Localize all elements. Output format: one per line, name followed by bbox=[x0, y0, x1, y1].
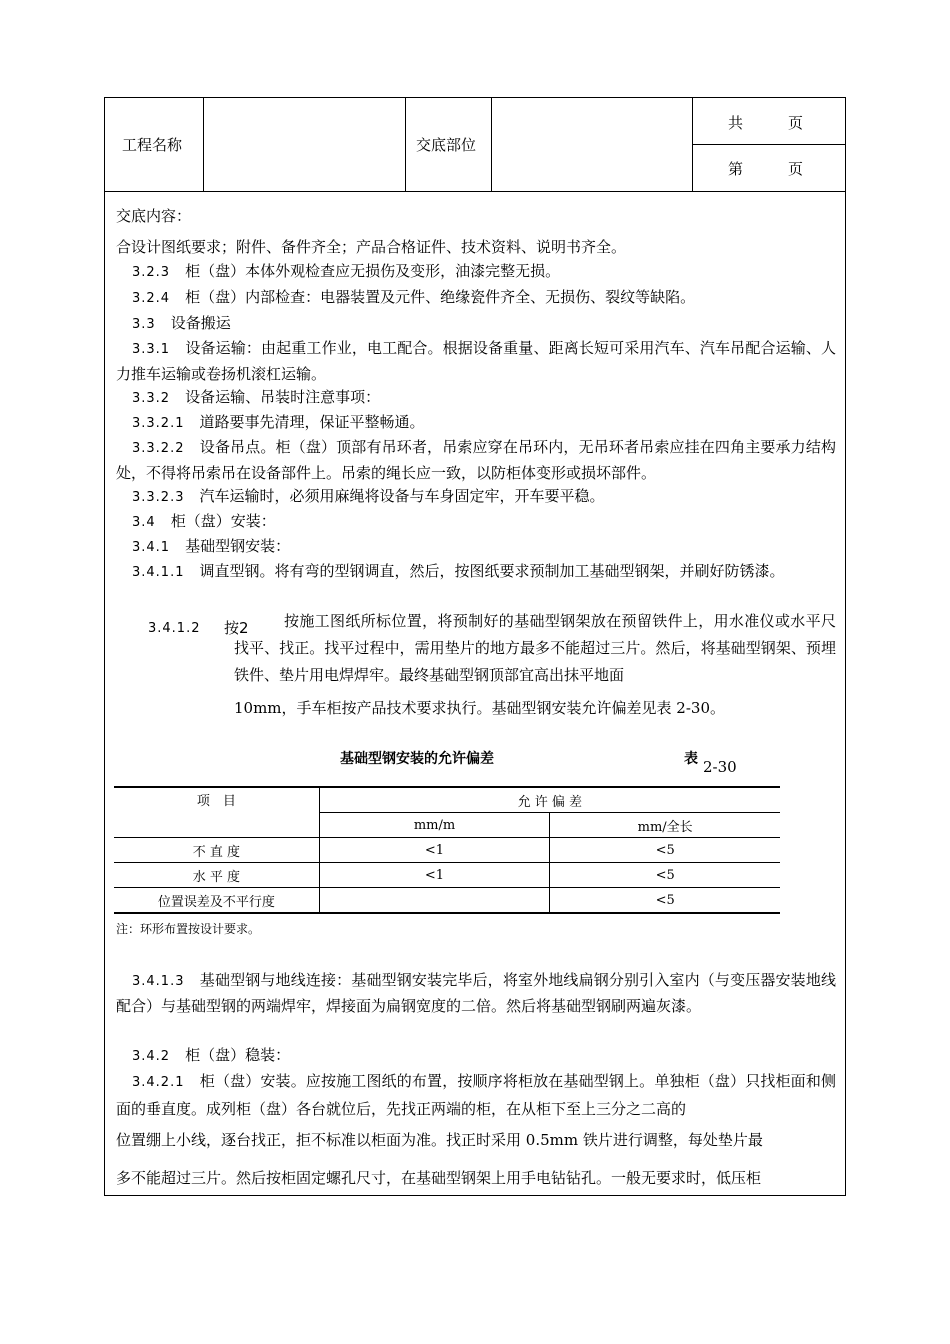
row-item: 不 直 度 bbox=[114, 838, 319, 863]
paragraph-text: 10mm，手车柜按产品技术要求执行。基础型钢安装允许偏差见表 2-30。 bbox=[234, 699, 726, 717]
paragraph bbox=[116, 534, 836, 560]
paragraph bbox=[116, 509, 836, 535]
table-note: 注：环形布置按设计要求。 bbox=[116, 922, 261, 936]
paragraph-text: 设备运输、吊装时注意事项： bbox=[185, 388, 381, 406]
paragraph-text: 调直型钢。将有弯的型钢调直，然后，按图纸要求预制加工基础型钢架，并刷好防锈漆。 bbox=[199, 562, 785, 580]
paragraph-text: 柜（盘）稳装： bbox=[185, 1046, 291, 1064]
clause-number: 3.2.3 bbox=[132, 265, 171, 280]
paragraph bbox=[116, 259, 836, 285]
row-item: 水 平 度 bbox=[114, 863, 319, 888]
row-per-m: <1 bbox=[319, 863, 550, 888]
row-total: <5 bbox=[550, 888, 780, 914]
clause-number: 3.3.2.1 bbox=[132, 416, 185, 431]
clause-number: 3.4.2 bbox=[132, 1049, 171, 1064]
table-number: 2-30 bbox=[703, 758, 737, 776]
paragraph bbox=[116, 1043, 836, 1069]
paragraph-text: 多不能超过三片。然后按柜固定螺孔尺寸，在基础型钢架上用手电钻钻孔。一般无要求时，低压柜 bbox=[116, 1169, 762, 1187]
clause-number: 3.4.1 bbox=[132, 540, 171, 555]
table-row bbox=[114, 888, 780, 914]
page-number-label: 第 页 bbox=[728, 160, 804, 178]
disclosure-part-label: 交底部位 bbox=[416, 136, 477, 154]
table-title: 基础型钢安装的允许偏差 bbox=[340, 751, 494, 767]
paragraph-text: 设备搬运 bbox=[170, 314, 231, 332]
paragraph bbox=[116, 410, 836, 436]
header-divider bbox=[692, 144, 845, 145]
row-total: <5 bbox=[550, 838, 780, 863]
clause-number: 3.3.2.3 bbox=[132, 490, 185, 505]
clause-number: 3.4.1.2 bbox=[148, 621, 201, 636]
paragraph-text: 柜（盘）安装： bbox=[170, 512, 276, 530]
header-divider bbox=[491, 98, 492, 192]
header-deviation: 允 许 偏 差 bbox=[319, 787, 780, 813]
table-label: 表 bbox=[684, 751, 698, 767]
project-name-label: 工程名称 bbox=[122, 136, 183, 154]
paragraph bbox=[116, 311, 836, 337]
paragraph-text: 柜（盘）本体外观检查应无损伤及变形，油漆完整无损。 bbox=[185, 262, 561, 280]
paragraph-text: 汽车运输时，必须用麻绳将设备与车身固定牢，开车要平稳。 bbox=[199, 487, 605, 505]
header-mm-total: mm/全长 bbox=[550, 813, 780, 838]
content-intro: 交底内容： bbox=[116, 207, 192, 225]
header-mm-m: mm/m bbox=[319, 813, 550, 838]
paragraph bbox=[116, 968, 836, 1018]
total-pages-label: 共 页 bbox=[728, 114, 804, 132]
paragraph bbox=[116, 484, 836, 510]
paragraph bbox=[116, 435, 836, 485]
paragraph-text: 设备运输：由起重工作业，电工配合。根据设备重量、距离长短可采用汽车、汽车吊配合运输、人力推车运输或卷扬机滚杠运输。 bbox=[116, 339, 836, 383]
header-divider bbox=[692, 98, 693, 192]
paragraph bbox=[116, 559, 836, 585]
clause-number: 3.3.2.2 bbox=[132, 441, 185, 456]
row-total: <5 bbox=[550, 863, 780, 888]
paragraph-text: 按施工图纸所标位置，将预制好的基础型钢架放在预留铁件上，用水准仪或水平尺找平、找正。找平过程中，需用垫片的地方最多不能超过三片。然后，将基础型钢架、预埋铁件、垫片用电焊焊牢。最终基础型钢顶部宜高出抹平地面 bbox=[234, 612, 836, 684]
row-per-m bbox=[319, 888, 550, 914]
table-row bbox=[114, 838, 780, 863]
row-per-m: <1 bbox=[319, 838, 550, 863]
table-header-row bbox=[114, 787, 780, 813]
clause-number: 3.3.2 bbox=[132, 391, 171, 406]
row-item: 位置误差及不平行度 bbox=[114, 888, 319, 914]
paragraph-text: 基础型钢安装： bbox=[185, 537, 291, 555]
paragraph-text: 柜（盘）安装。应按施工图纸的布置，按顺序将柜放在基础型钢上。单独柜（盘）只找柜面和侧面的垂直度。成列柜（盘）各台就位后，先找正两端的柜，在从柜下至上三分之二高的 bbox=[116, 1072, 836, 1118]
header-divider bbox=[405, 98, 406, 192]
paragraph bbox=[116, 285, 836, 311]
clause-number: 3.2.4 bbox=[132, 291, 171, 306]
clause-number: 3.3 bbox=[132, 317, 156, 332]
header-bottom-rule bbox=[105, 191, 845, 192]
paragraph bbox=[116, 336, 836, 386]
paragraph bbox=[116, 385, 836, 411]
paragraph-text: 基础型钢与地线连接：基础型钢安装完毕后，将室外地线扁钢分别引入室内（与变压器安装地线配合）与基础型钢的两端焊牢，焊接面为扁钢宽度的二倍。然后将基础型钢刷两遍灰漆。 bbox=[116, 971, 836, 1015]
paragraph-text: 道路要事先清理，保证平整畅通。 bbox=[199, 413, 425, 431]
clause-prefix: 按2 bbox=[224, 619, 249, 637]
clause-number: 3.4.2.1 bbox=[132, 1075, 185, 1090]
header-divider bbox=[203, 98, 204, 192]
paragraph-text: 柜（盘）内部检查：电器装置及元件、绝缘瓷件齐全、无损伤、裂纹等缺陷。 bbox=[185, 288, 696, 306]
paragraph bbox=[116, 1068, 836, 1123]
table-row bbox=[114, 863, 780, 888]
clause-number: 3.4.1.3 bbox=[132, 974, 185, 989]
paragraph: 合设计图纸要求；附件、备件齐全；产品合格证件、技术资料、说明书齐全。 bbox=[116, 238, 627, 256]
paragraph-text: 位置绷上小线，逐台找正，拒不标准以柜面为准。找正时采用 0.5mm 铁片进行调整，每处垫片最 bbox=[116, 1131, 763, 1149]
clause-number: 3.4.1.1 bbox=[132, 565, 185, 580]
header-item: 项 目 bbox=[114, 787, 319, 838]
paragraph-text: 设备吊点。柜（盘）顶部有吊环者，吊索应穿在吊环内，无吊环者吊索应挂在四角主要承力结构处，不得将吊索吊在设备部件上。吊索的绳长应一致，以防柜体变形或损坏部件。 bbox=[116, 438, 836, 482]
clause-number: 3.4 bbox=[132, 515, 156, 530]
deviation-table bbox=[114, 786, 780, 914]
clause-number: 3.3.1 bbox=[132, 342, 171, 357]
